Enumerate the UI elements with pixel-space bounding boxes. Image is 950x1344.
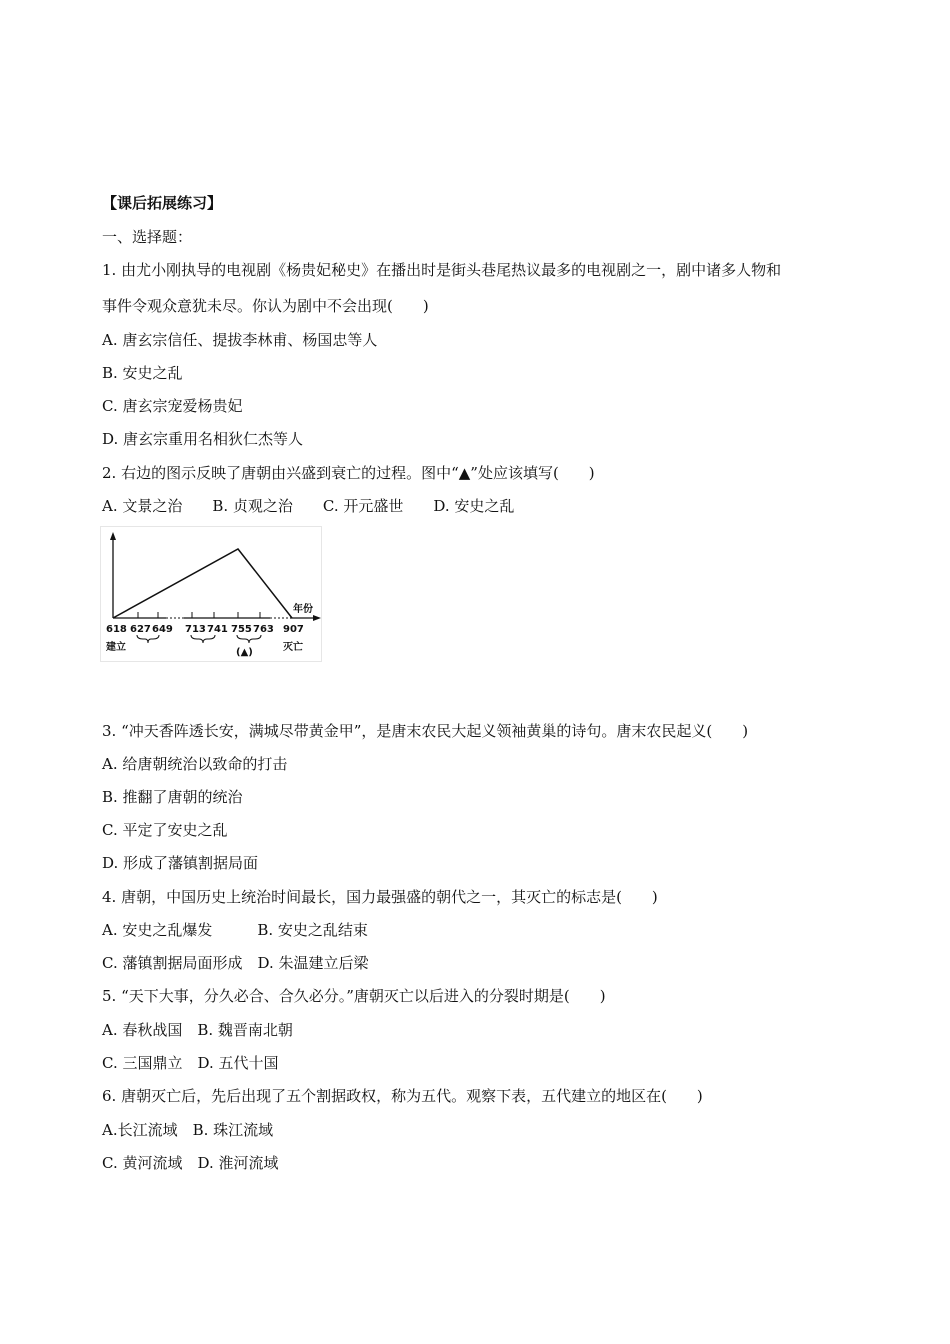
q5-stem: 5. “天下大事，分久必合、合久必分。”唐朝灭亡以后进入的分裂时期是( ) — [102, 987, 606, 1005]
q1-option-d: D. 唐玄宗重用名相狄仁杰等人 — [102, 430, 304, 448]
section-title: 【课后拓展练习】 — [102, 194, 223, 212]
q1-stem-line1: 1. 由尤小刚执导的电视剧《杨贵妃秘史》在播出时是街头巷尾热议最多的电视剧之一，剧中诸多人物和 — [102, 261, 782, 279]
q2-stem: 2. 右边的图示反映了唐朝由兴盛到衰亡的过程。图中“▲”处应该填写( ) — [102, 464, 595, 482]
q1-stem-line2: 事件令观众意犹未尽。你认为剧中不会出现( ) — [102, 297, 429, 315]
q3-option-c: C. 平定了安史之乱 — [102, 821, 228, 839]
q5-options-cd: C. 三国鼎立 D. 五代十国 — [102, 1054, 279, 1072]
q1-option-c: C. 唐玄宗宠爱杨贵妃 — [102, 397, 243, 415]
year-label: 618 — [106, 624, 127, 635]
year-label: 755 — [231, 624, 252, 635]
q3-stem: 3. “冲天香阵透长安，满城尽带黄金甲”，是唐末农民大起义领袖黄巢的诗句。唐末农民起义( ) — [102, 722, 749, 740]
q4-options-ab: A. 安史之乱爆发 B. 安史之乱结束 — [102, 921, 368, 939]
q2-options: A. 文景之治 B. 贞观之治 C. 开元盛世 D. 安史之乱 — [102, 497, 515, 515]
part-heading: 一、选择题： — [102, 228, 193, 246]
year-label: 907 — [283, 624, 304, 635]
marker-label: (▲) — [236, 647, 253, 658]
q6-options-cd: C. 黄河流域 D. 淮河流域 — [102, 1154, 279, 1172]
q6-stem: 6. 唐朝灭亡后，先后出现了五个割据政权，称为五代。观察下表，五代建立的地区在( ) — [102, 1087, 703, 1105]
year-label: 763 — [253, 624, 274, 635]
q1-option-a: A. 唐玄宗信任、提拔李林甫、杨国忠等人 — [102, 331, 378, 349]
q5-options-ab: A. 春秋战国 B. 魏晋南北朝 — [102, 1021, 293, 1039]
q3-option-b: B. 推翻了唐朝的统治 — [102, 788, 243, 806]
q3-option-d: D. 形成了藩镇割据局面 — [102, 854, 259, 872]
year-label: 627 — [130, 624, 151, 635]
axis-label: 年份 — [293, 604, 313, 615]
q3-option-a: A. 给唐朝统治以致命的打击 — [102, 755, 288, 773]
q4-options-cd: C. 藩镇割据局面形成 D. 朱温建立后梁 — [102, 954, 369, 972]
year-label: 741 — [207, 624, 228, 635]
year-label: 649 — [152, 624, 173, 635]
year-label: 713 — [185, 624, 206, 635]
q6-options-ab: A.长江流域 B. 珠江流域 — [102, 1121, 274, 1139]
end-label: 灭亡 — [283, 642, 303, 653]
q4-stem: 4. 唐朝，中国历史上统治时间最长，国力最强盛的朝代之一，其灭亡的标志是( ) — [102, 888, 658, 906]
start-label: 建立 — [106, 642, 126, 653]
q1-option-b: B. 安史之乱 — [102, 364, 183, 382]
tang-dynasty-timeline-figure — [100, 526, 322, 662]
